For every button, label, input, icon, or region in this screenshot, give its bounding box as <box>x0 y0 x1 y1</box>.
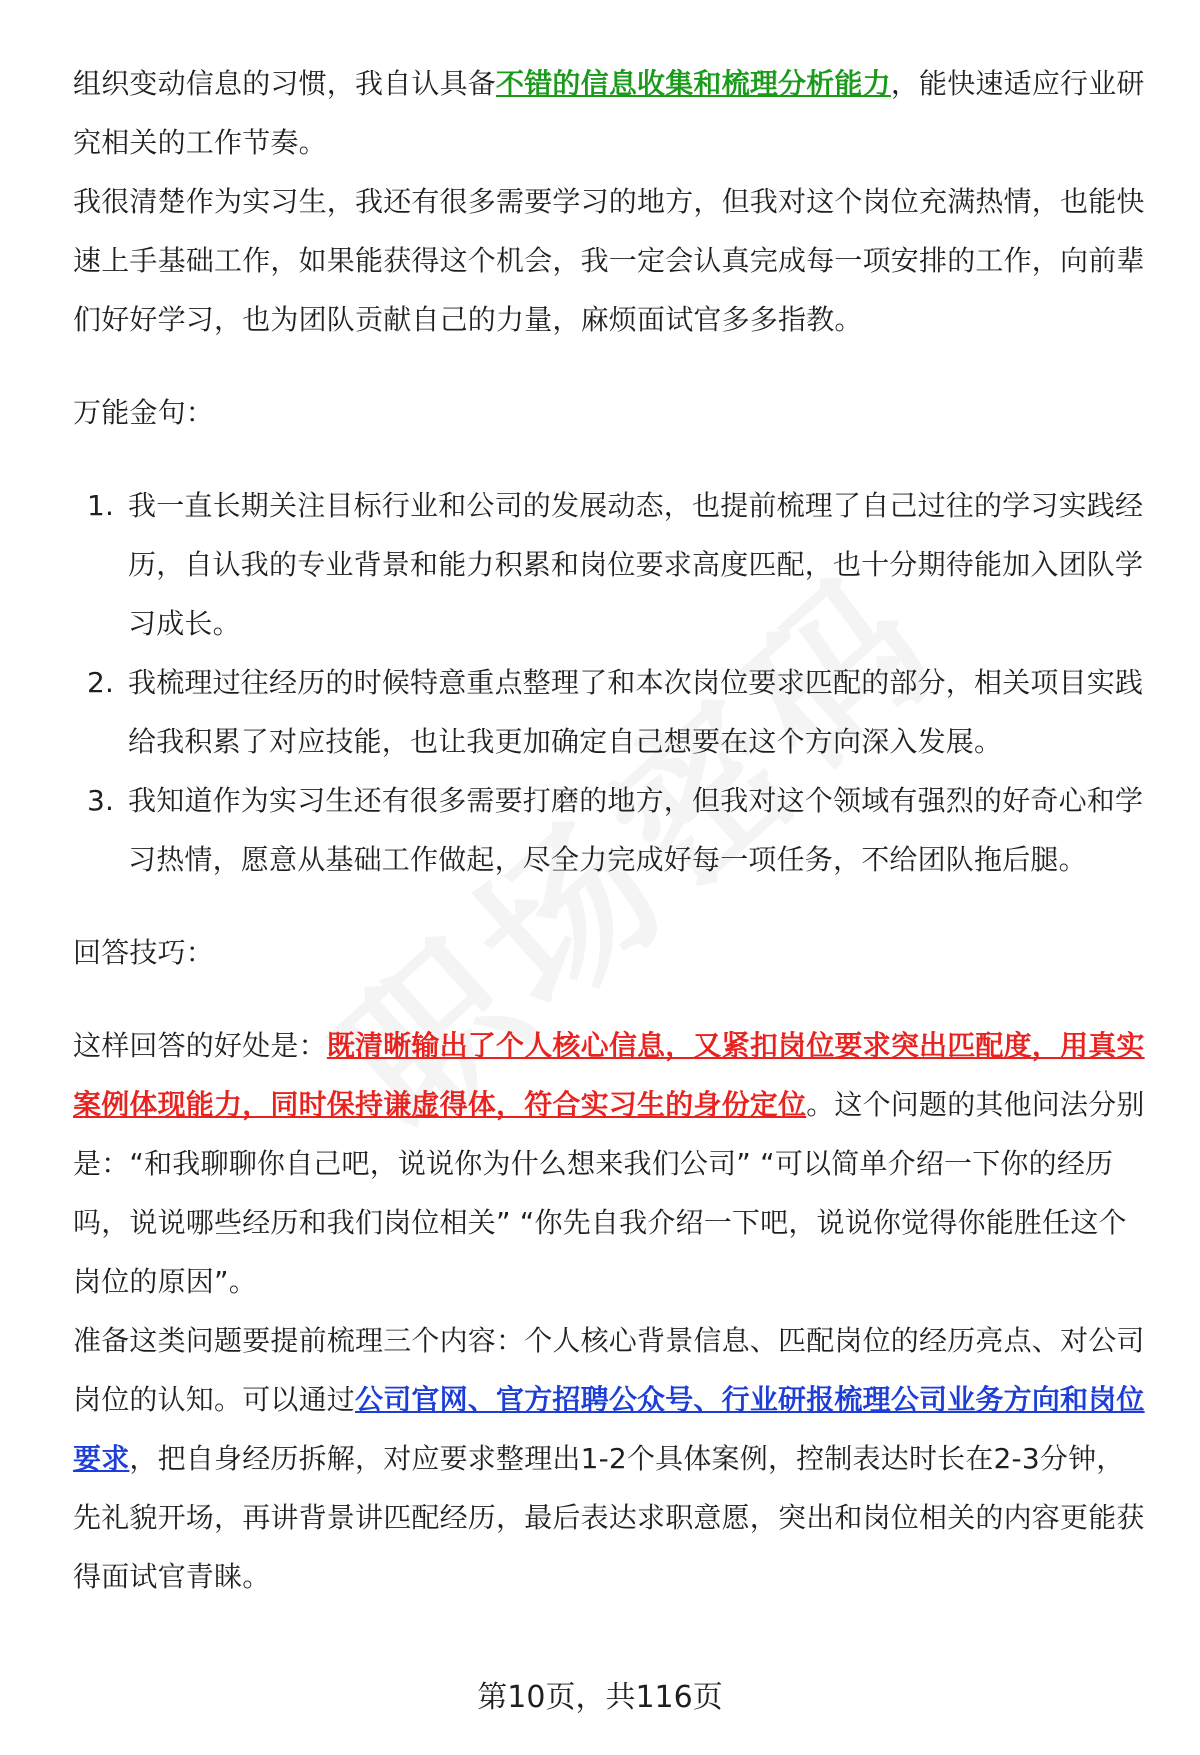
tips-benefits-pre: 这样回答的好处是： <box>73 1029 327 1062</box>
list-item-text: 我知道作为实习生还有很多需要打磨的地方，但我对这个领域有强烈的好奇心和学习热情，愿意从基础工作做起，尽全力完成好每一项任务，不给团队拖后腿。 <box>128 784 1144 876</box>
tips-prep-post: ，把自身经历拆解，对应要求整理出1-2个具体案例，控制表达时长在2-3分钟，先礼貌开场，再讲背景讲匹配经历，最后表达求职意愿，突出和岗位相关的内容更能获得面试官青睐。 <box>73 1442 1145 1593</box>
tips-benefits-post: 。这个问题的其他问法分别是：“和我聊聊你自己吧，说说你为什么想来我们公司” “可以简单介绍一下你的经历吗，说说哪些经历和我们岗位相关” “你先自我介绍一下吧，说说你觉得你能胜任这个岗位的原因”。 <box>73 1088 1145 1298</box>
list-item-number: 1. <box>87 489 115 522</box>
list-item-text: 我梳理过往经历的时候特意重点整理了和本次岗位要求匹配的部分，相关项目实践给我积累了对应技能，也让我更加确定自己想要在这个方向深入发展。 <box>128 666 1144 758</box>
section-heading-answer-tips: 回答技巧： <box>73 936 215 969</box>
page-content <box>73 54 1148 1606</box>
closing-paragraph: 我很清楚作为实习生，我还有很多需要学习的地方，但我对这个岗位充满热情，也能快速上手基础工作，如果能获得这个机会，我一定会认真完成每一项安排的工作，向前辈们好好学习，也为团队贡献自己的力量，麻烦面试官多多指教。 <box>73 185 1145 336</box>
tips-prep-pre: 准备这类问题要提前梳理三个内容：个人核心背景信息、匹配岗位的经历亮点、对公司岗位的认知。可以通过 <box>73 1324 1145 1416</box>
intro-text-post: ，能快速适应行业研究相关的工作节奏。 <box>73 67 1145 159</box>
list-item <box>73 476 1148 653</box>
golden-sentences-list <box>73 476 1148 889</box>
intro-paragraph <box>73 54 1148 172</box>
section-heading-golden-sentences: 万能金句： <box>73 396 215 429</box>
tips-benefits-highlight: 既清晰输出了个人核心信息，又紧扣岗位要求突出匹配度，用真实案例体现能力，同时保持谦虚得体，符合实习生的身份定位 <box>73 1029 1145 1121</box>
intro-text-pre: 组织变动信息的习惯，我自认具备 <box>73 67 497 100</box>
list-item-number: 3. <box>87 784 115 817</box>
intro-highlight: 不错的信息收集和梳理分析能力 <box>496 67 891 100</box>
tips-paragraph-benefits <box>73 1016 1148 1311</box>
page-number-footer: 第10页，共116页 <box>477 1680 723 1715</box>
list-item-text: 我一直长期关注目标行业和公司的发展动态，也提前梳理了自己过往的学习实践经历，自认我的专业背景和能力积累和岗位要求高度匹配，也十分期待能加入团队学习成长。 <box>128 489 1144 640</box>
tips-paragraph-preparation <box>73 1311 1148 1606</box>
list-item <box>73 653 1148 771</box>
tips-prep-highlight: 公司官网、官方招聘公众号、行业研报梳理公司业务方向和岗位要求 <box>73 1383 1145 1475</box>
list-item-number: 2. <box>87 666 115 699</box>
list-item <box>73 771 1148 889</box>
